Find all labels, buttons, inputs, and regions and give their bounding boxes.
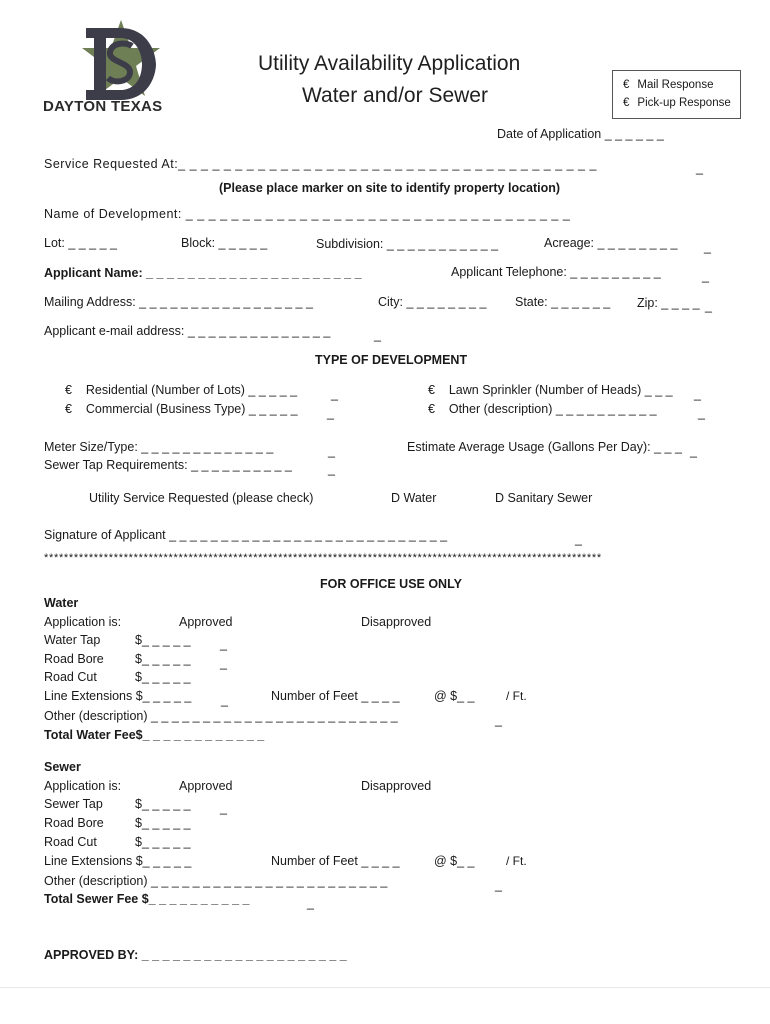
sewer-heading: Sewer bbox=[44, 760, 81, 774]
applicant-telephone-field[interactable]: Applicant Telephone: _ _ _ _ _ _ _ _ _ bbox=[451, 265, 661, 279]
sewer-tap-field[interactable]: $_ _ _ _ _ bbox=[135, 797, 191, 811]
applicant-name-field[interactable]: Applicant Name: _ _ _ _ _ _ _ _ _ _ _ _ _ _ _ _ _ _ _ _ _ bbox=[44, 266, 362, 280]
water-number-of-feet-field[interactable]: Number of Feet _ _ _ _ bbox=[271, 689, 400, 703]
water-other-field[interactable]: Other (description) _ _ _ _ _ _ _ _ _ _ _ _ _ _ _ _ _ _ _ _ _ _ _ _ bbox=[44, 709, 398, 723]
sewer-number-of-feet-field[interactable]: Number of Feet _ _ _ _ bbox=[271, 854, 400, 868]
field-end-tick: _ bbox=[696, 161, 703, 175]
field-end-tick: _ bbox=[307, 896, 314, 910]
field-end-tick: _ bbox=[698, 406, 705, 420]
field-end-tick: _ bbox=[328, 444, 335, 458]
zip-field[interactable]: Zip: _ _ _ _ bbox=[637, 296, 700, 310]
water-per-ft-label: / Ft. bbox=[506, 689, 527, 703]
water-road-bore-label: Road Bore bbox=[44, 652, 104, 666]
usage-field[interactable]: Estimate Average Usage (Gallons Per Day): _ _ _ bbox=[407, 440, 682, 454]
checkbox-icon: € bbox=[65, 383, 72, 397]
field-end-tick: _ bbox=[331, 387, 338, 401]
utility-service-label: Utility Service Requested (please check) bbox=[89, 491, 314, 505]
checkbox-icon: € bbox=[428, 383, 435, 397]
response-method-box bbox=[612, 70, 741, 119]
field-end-tick: _ bbox=[327, 406, 334, 420]
sewer-road-bore-field[interactable]: $_ _ _ _ _ bbox=[135, 816, 191, 830]
field-end-tick: _ bbox=[705, 299, 712, 313]
sewer-tap-requirements-field[interactable]: Sewer Tap Requirements: _ _ _ _ _ _ _ _ _ _ bbox=[44, 458, 292, 472]
type-of-development-heading: TYPE OF DEVELOPMENT bbox=[315, 353, 468, 367]
field-end-tick: _ bbox=[575, 532, 582, 546]
marker-note: (Please place marker on site to identify property location) bbox=[219, 181, 561, 195]
state-field[interactable]: State: _ _ _ _ _ _ bbox=[515, 295, 611, 309]
sewer-application-label: Application is: bbox=[44, 779, 122, 793]
sewer-disapproved-option[interactable]: Disapproved bbox=[361, 779, 432, 793]
field-end-tick: _ bbox=[704, 240, 711, 254]
other-option[interactable] bbox=[428, 403, 657, 416]
sewer-rate-field[interactable]: @ $_ _ bbox=[434, 854, 475, 868]
field-end-tick: _ bbox=[374, 328, 381, 342]
water-application-label: Application is: bbox=[44, 615, 122, 629]
block-field[interactable]: Block: _ _ _ _ _ bbox=[181, 236, 268, 250]
sewer-road-cut-field[interactable]: $_ _ _ _ _ bbox=[135, 835, 191, 849]
acreage-field[interactable]: Acreage: _ _ _ _ _ _ _ _ bbox=[544, 236, 678, 250]
lawn-sprinkler-label: Lawn Sprinkler (Number of Heads) _ _ _ bbox=[448, 383, 673, 397]
water-road-bore-field[interactable]: $_ _ _ _ _ bbox=[135, 652, 191, 666]
field-end-tick: _ bbox=[690, 444, 697, 458]
approved-by-field[interactable]: APPROVED BY: _ _ _ _ _ _ _ _ _ _ _ _ _ _ _ _ _ _ _ _ bbox=[44, 948, 347, 962]
meter-size-field[interactable]: Meter Size/Type: _ _ _ _ _ _ _ _ _ _ _ _ _ bbox=[44, 440, 274, 454]
mail-response-option[interactable] bbox=[623, 79, 721, 91]
form-subtitle: Water and/or Sewer bbox=[302, 84, 488, 107]
subdivision-field[interactable]: Subdivision: _ _ _ _ _ _ _ _ _ _ _ bbox=[316, 237, 499, 251]
field-end-tick: _ bbox=[220, 801, 227, 815]
water-disapproved-option[interactable]: Disapproved bbox=[361, 615, 432, 629]
field-end-tick: _ bbox=[694, 387, 701, 401]
other-label: Other (description) _ _ _ _ _ _ _ _ _ _ bbox=[448, 402, 657, 416]
sewer-tap-label: Sewer Tap bbox=[44, 797, 103, 811]
pickup-response-label: Pick-up Response bbox=[637, 97, 731, 109]
sewer-line-extensions-field[interactable]: Line Extensions $_ _ _ _ _ bbox=[44, 854, 192, 868]
sewer-road-bore-label: Road Bore bbox=[44, 816, 104, 830]
water-tap-label: Water Tap bbox=[44, 633, 101, 647]
water-tap-field[interactable]: $_ _ _ _ _ bbox=[135, 633, 191, 647]
field-end-tick: _ bbox=[495, 713, 502, 727]
office-use-heading: FOR OFFICE USE ONLY bbox=[320, 577, 462, 591]
total-sewer-fee-field[interactable]: Total Sewer Fee $_ _ _ _ _ _ _ _ _ _ bbox=[44, 892, 250, 906]
field-end-tick: _ bbox=[328, 462, 335, 476]
development-name-field[interactable]: Name of Development: _ _ _ _ _ _ _ _ _ _ _ _ _ _ _ _ _ _ _ _ _ _ _ _ _ _ _ _ _ _ _ _ _ _ bbox=[44, 207, 571, 221]
mail-response-label: Mail Response bbox=[637, 79, 714, 91]
checkbox-icon: € bbox=[623, 97, 630, 109]
field-end-tick: _ bbox=[220, 637, 227, 651]
total-water-fee-field[interactable]: Total Water Fee$_ _ _ _ _ _ _ _ _ _ _ _ bbox=[44, 728, 265, 742]
water-approved-option[interactable]: Approved bbox=[179, 615, 233, 629]
residential-label: Residential (Number of Lots) _ _ _ _ _ bbox=[85, 383, 298, 397]
water-road-cut-label: Road Cut bbox=[44, 670, 97, 684]
form-title: Utility Availability Application bbox=[258, 52, 521, 75]
field-end-tick: _ bbox=[495, 878, 502, 892]
field-end-tick: _ bbox=[221, 693, 228, 707]
commercial-option[interactable] bbox=[65, 403, 298, 416]
signature-field[interactable]: Signature of Applicant _ _ _ _ _ _ _ _ _ _ _ _ _ _ _ _ _ _ _ _ _ _ _ _ _ _ _ bbox=[44, 528, 448, 542]
sewer-road-cut-label: Road Cut bbox=[44, 835, 97, 849]
residential-option[interactable] bbox=[65, 384, 297, 397]
water-rate-field[interactable]: @ $_ _ bbox=[434, 689, 475, 703]
email-field[interactable]: Applicant e-mail address: _ _ _ _ _ _ _ _ _ _ _ _ _ _ bbox=[44, 324, 331, 338]
mailing-address-field[interactable]: Mailing Address: _ _ _ _ _ _ _ _ _ _ _ _ _ _ _ _ _ bbox=[44, 295, 313, 309]
logo-text: DAYTON TEXAS bbox=[43, 98, 163, 115]
checkbox-icon: € bbox=[623, 79, 630, 91]
sewer-other-field[interactable]: Other (description) _ _ _ _ _ _ _ _ _ _ _ _ _ _ _ _ _ _ _ _ _ _ _ bbox=[44, 874, 388, 888]
service-requested-field[interactable]: Service Requested At:_ _ _ _ _ _ _ _ _ _ _ _ _ _ _ _ _ _ _ _ _ _ _ _ _ _ _ _ _ _ _ _ _ _ _ _ _ bbox=[44, 157, 597, 171]
water-road-cut-field[interactable]: $_ _ _ _ _ bbox=[135, 670, 191, 684]
checkbox-icon: € bbox=[65, 402, 72, 416]
pickup-response-option[interactable] bbox=[623, 97, 739, 109]
city-field[interactable]: City: _ _ _ _ _ _ _ _ bbox=[378, 295, 487, 309]
checkbox-icon: € bbox=[428, 402, 435, 416]
date-of-application-field[interactable]: Date of Application _ _ _ _ _ _ bbox=[497, 127, 664, 141]
field-end-tick: _ bbox=[702, 269, 709, 283]
page-bottom-divider bbox=[0, 987, 770, 988]
water-checkbox[interactable]: D Water bbox=[391, 491, 437, 505]
water-line-extensions-field[interactable]: Line Extensions $_ _ _ _ _ bbox=[44, 689, 192, 703]
field-end-tick: _ bbox=[220, 656, 227, 670]
commercial-label: Commercial (Business Type) _ _ _ _ _ bbox=[85, 402, 298, 416]
sewer-per-ft-label: / Ft. bbox=[506, 854, 527, 868]
separator-stars: **************************************************************************************************************** bbox=[44, 552, 602, 564]
lot-field[interactable]: Lot: _ _ _ _ _ bbox=[44, 236, 117, 250]
sanitary-sewer-checkbox[interactable]: D Sanitary Sewer bbox=[495, 491, 593, 505]
water-heading: Water bbox=[44, 596, 79, 610]
sewer-approved-option[interactable]: Approved bbox=[179, 779, 233, 793]
lawn-sprinkler-option[interactable] bbox=[428, 384, 673, 397]
dayton-texas-logo bbox=[80, 18, 162, 102]
